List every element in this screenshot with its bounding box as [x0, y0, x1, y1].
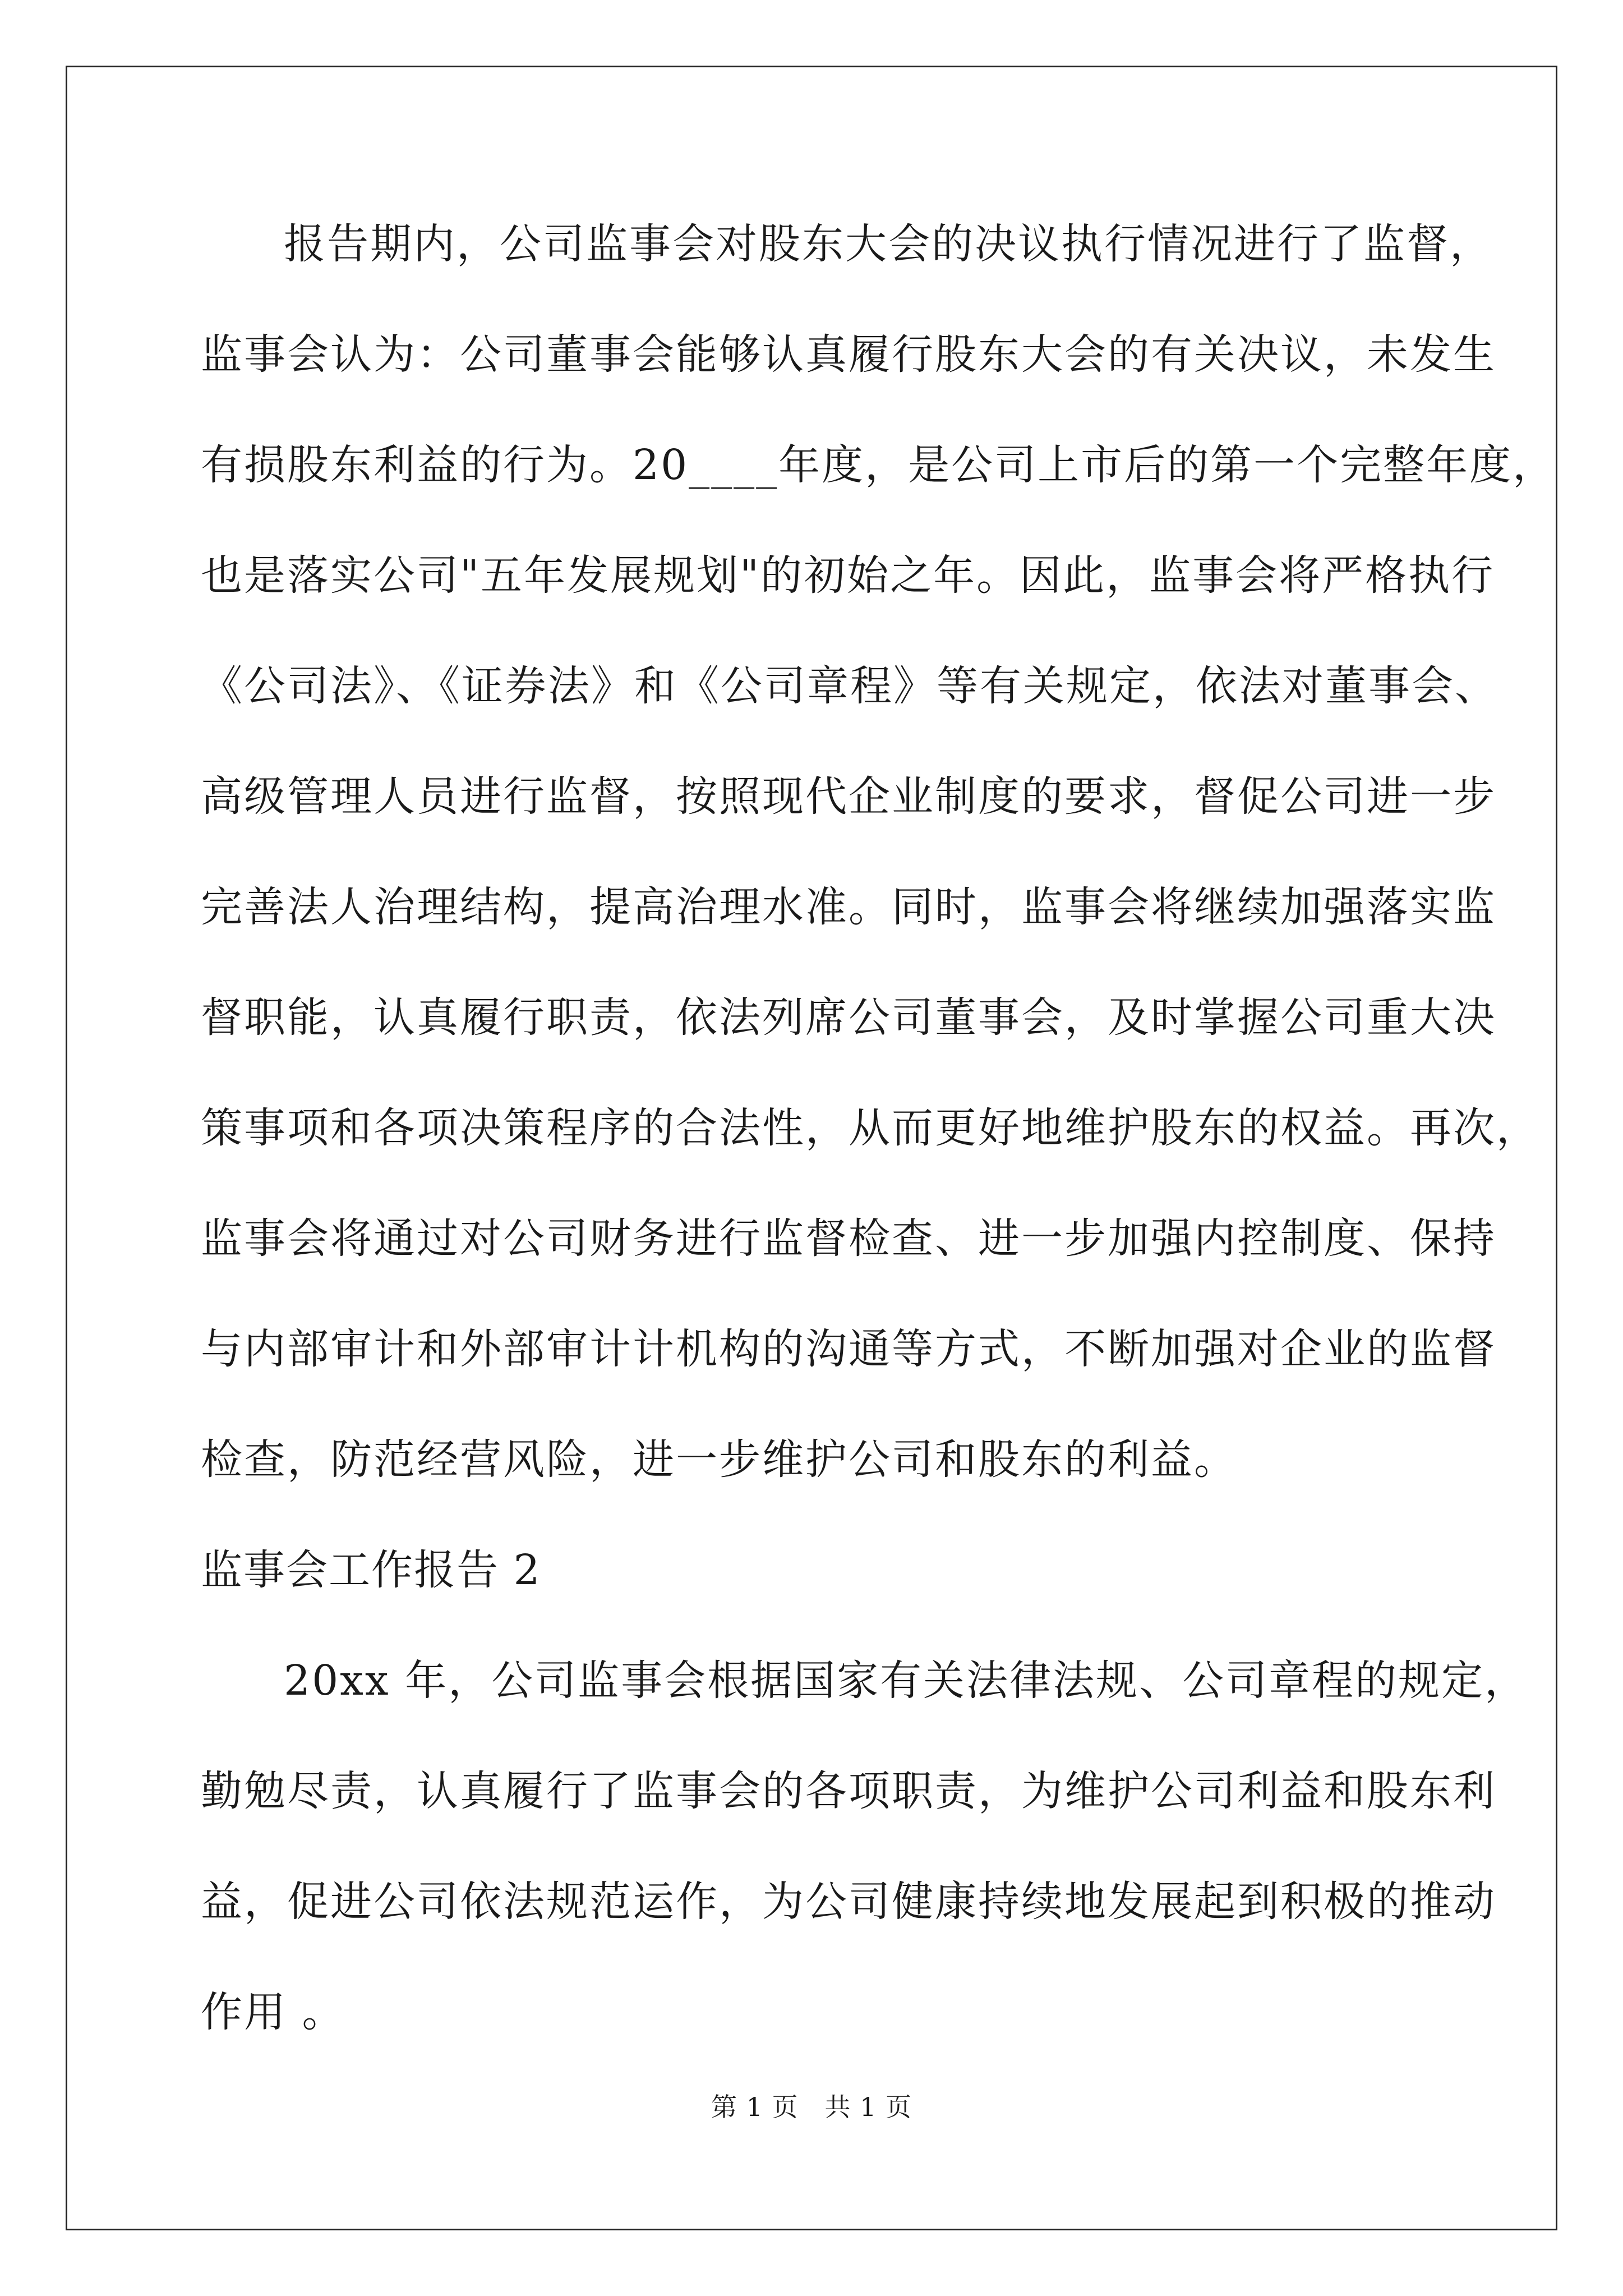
text-line: 完善法人治理结构，提高治理水准。同时，监事会将继续加强落实监	[201, 883, 1496, 931]
text-line: 检查，防范经营风险，进一步维护公司和股东的利益。	[201, 1435, 1237, 1484]
page-footer: 第 1 页 共 1 页	[711, 2092, 912, 2122]
text-line: 《公司法》、《证券法》和《公司章程》等有关规定，依法对董事会、	[201, 662, 1498, 710]
text-line: 也是落实公司"五年发展规划"的初始之年。因此，监事会将严格执行	[201, 551, 1495, 600]
document-body	[201, 219, 1556, 2097]
section-heading: 监事会工作报告 2	[201, 1546, 541, 1594]
paragraph-2	[201, 1655, 1528, 2097]
text-line: 与内部审计和外部审计计机构的沟通等方式，不断加强对企业的监督	[201, 1325, 1496, 1373]
paragraph-1	[201, 219, 1556, 1545]
text-line: 监事会认为：公司董事会能够认真履行股东大会的有关决议，未发生	[201, 330, 1496, 379]
text-line: 勤勉尽责，认真履行了监事会的各项职责，为维护公司利益和股东利	[201, 1767, 1496, 1815]
text-line: 有损股东利益的行为。20____年度，是公司上市后的第一个完整年度，	[201, 441, 1556, 489]
text-line: 策事项和各项决策程序的合法性，从而更好地维护股东的权益。再次，	[201, 1104, 1539, 1152]
text-line: 高级管理人员进行监督，按照现代企业制度的要求，督促公司进一步	[201, 772, 1496, 821]
text-line: 作用 。	[201, 1988, 345, 2036]
text-line: 益，促进公司依法规范运作，为公司健康持续地发展起到积极的推动	[201, 1878, 1496, 1926]
text-line: 20xx 年，公司监事会根据国家有关法律法规、公司章程的规定，	[284, 1657, 1528, 1705]
text-line: 监事会将通过对公司财务进行监督检查、进一步加强内控制度、保持	[201, 1214, 1496, 1263]
text-line: 报告期内，公司监事会对股东大会的决议执行情况进行了监督，	[284, 220, 1493, 268]
text-line: 督职能，认真履行职责，依法列席公司董事会，及时掌握公司重大决	[201, 993, 1496, 1042]
